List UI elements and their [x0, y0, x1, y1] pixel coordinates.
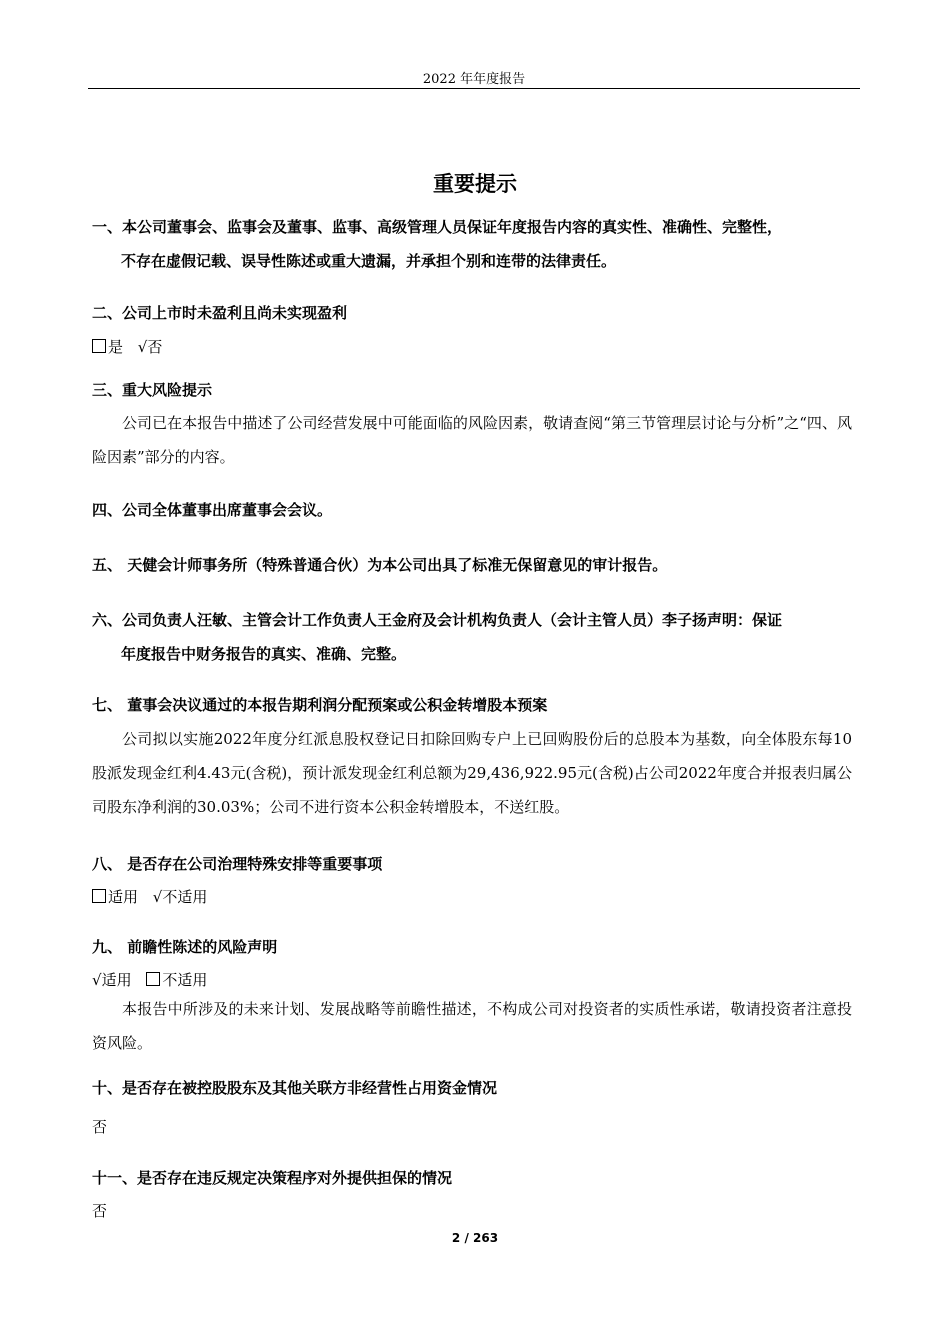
- section-11-answer: 否: [92, 1202, 108, 1220]
- page-title: 重要提示: [433, 172, 517, 196]
- section-10-answer: 否: [92, 1118, 108, 1136]
- section-3-text: 公司已在本报告中描述了公司经营发展中可能面临的风险因素，敬请查阅“第三节管理层讨论与分析”之“四、风险因素”部分的内容。: [92, 414, 852, 466]
- checkmark-icon: √: [152, 888, 163, 906]
- section-6-line1: 六、公司负责人汪敏、主管会计工作负责人王金府及会计机构负责人（会计主管人员）李子扬声明：保证: [92, 611, 783, 629]
- section-1-line2: 不存在虚假记载、误导性陈述或重大遗漏，并承担个别和连带的法律责任。: [121, 252, 617, 270]
- checkbox-unchecked-icon: [92, 339, 106, 353]
- option-applicable: 适用: [101, 971, 132, 989]
- section-2-heading: 二、公司上市时未盈利且尚未实现盈利: [92, 304, 348, 322]
- page-header: 2022 年年度报告: [88, 68, 860, 89]
- section-8-heading: 八、 是否存在公司治理特殊安排等重要事项: [92, 855, 383, 873]
- section-7-heading: 七、 董事会决议通过的本报告期利润分配预案或公积金转增股本预案: [92, 696, 548, 714]
- checkbox-unchecked-icon: [92, 889, 106, 903]
- checkmark-icon: √: [92, 971, 102, 989]
- section-10-heading: 十、是否存在被控股股东及其他关联方非经营性占用资金情况: [92, 1079, 498, 1097]
- option-yes: 是: [108, 338, 124, 356]
- option-no: 否: [147, 338, 163, 356]
- option-applicable: 适用: [108, 888, 139, 906]
- option-not-applicable: 不适用: [162, 971, 208, 989]
- section-5-heading: 五、 天健会计师事务所（特殊普通合伙）为本公司出具了标准无保留意见的审计报告。: [92, 556, 668, 574]
- section-6-line2: 年度报告中财务报告的真实、准确、完整。: [121, 645, 407, 663]
- checkbox-unchecked-icon: [146, 972, 160, 986]
- section-4-heading: 四、公司全体董事出席董事会会议。: [92, 501, 333, 519]
- page-number: 2 / 263: [451, 1231, 499, 1245]
- section-1-line1: 一、本公司董事会、监事会及董事、监事、高级管理人员保证年度报告内容的真实性、准确性、完整性，: [92, 218, 783, 236]
- section-8-options: [92, 880, 867, 914]
- checkmark-icon: √: [137, 338, 148, 356]
- section-7-text: 公司拟以实施2022年度分红派息股权登记日扣除回购专户上已回购股份后的总股本为基数，向全体股东每10股派发现金红利4.43元(含税)，预计派发现金红利总额为29,436,922.95元(含税)占公司2022年度合并报表归属公司股东净利润的30.03%；公司不进行资本公积金转增股本，不送红股。: [92, 730, 852, 816]
- section-3-heading: 三、重大风险提示: [92, 381, 213, 399]
- section-9-text: 本报告中所涉及的未来计划、发展战略等前瞻性描述，不构成公司对投资者的实质性承诺，敬请投资者注意投资风险。: [92, 1000, 852, 1052]
- option-not-applicable: 不适用: [162, 888, 208, 906]
- section-9-heading: 九、 前瞻性陈述的风险声明: [92, 938, 278, 956]
- section-1: [92, 210, 867, 278]
- section-11-heading: 十一、是否存在违反规定决策程序对外提供担保的情况: [92, 1169, 453, 1187]
- section-2-options: [92, 330, 867, 364]
- section-6: [92, 603, 867, 671]
